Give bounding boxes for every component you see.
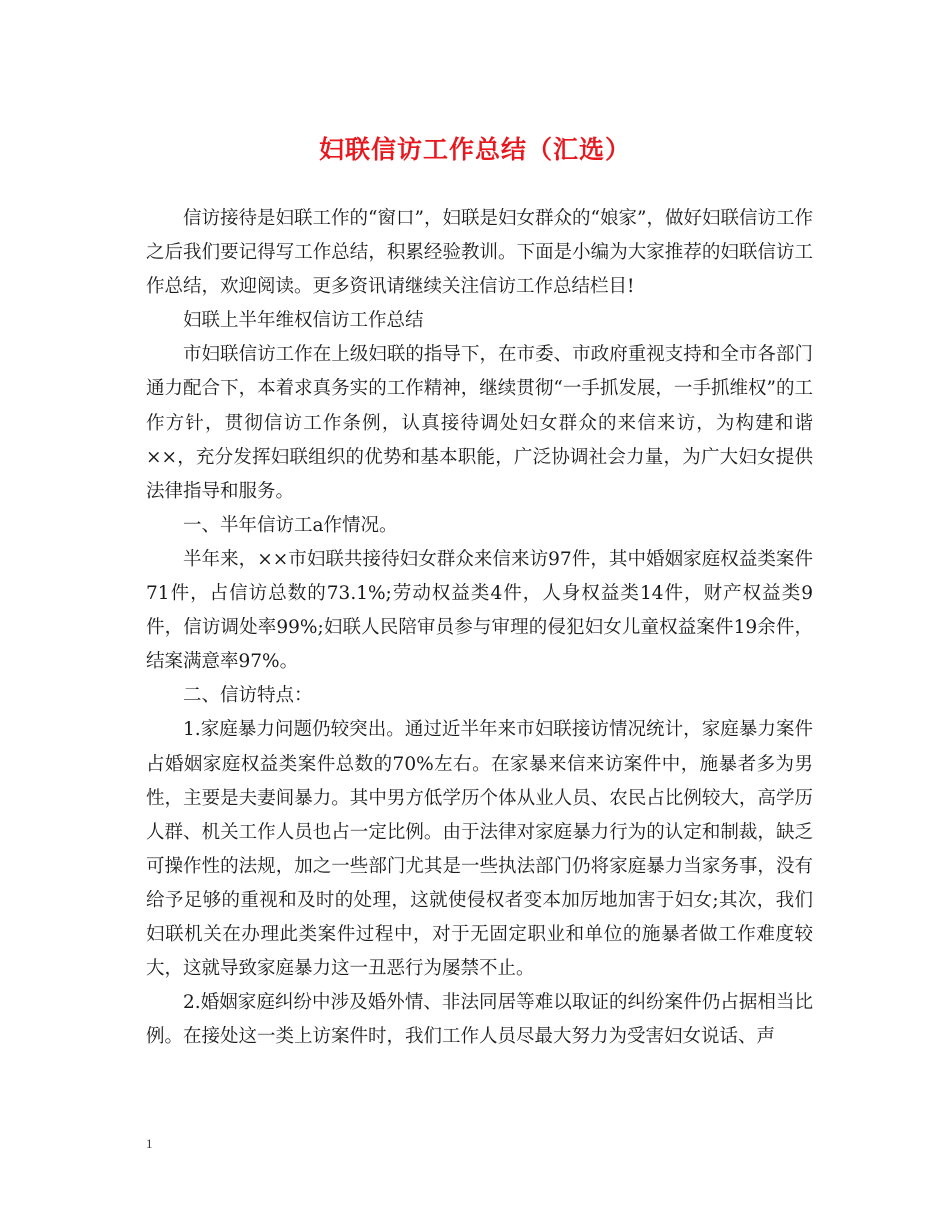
paragraph-section-1-heading: 一、半年信访工a作情况。: [183, 514, 398, 536]
document-body: [146, 202, 813, 1054]
paragraph-subtitle: 妇联上半年维权信访工作总结: [183, 310, 424, 332]
page-number: 1: [146, 1136, 153, 1151]
paragraph-section-2-heading: 二、信访特点：: [183, 685, 313, 707]
paragraph-intro: 信访接待是妇联工作的“窗口”，妇联是妇女群众的“娘家”，做好妇联信访工作之后我们要记得写工作总结，积累经验教训。下面是小编为大家推荐的妇联信访工作总结，欢迎阅读。更多资讯请继续关注信访工作总结栏目!: [146, 208, 813, 298]
paragraph-overview: 市妇联信访工作在上级妇联的指导下，在市委、市政府重视支持和全市各部门通力配合下，本着求真务实的工作精神，继续贯彻“一手抓发展，一手抓维权”的工作方针，贯彻信访工作条例，认真接待调处妇女群众的来信来访，为构建和谐××，充分发挥妇联组织的优势和基本职能，广泛协调社会力量，为广大妇女提供法律指导和服务。: [146, 344, 813, 502]
paragraph-point-1: 1.家庭暴力问题仍较突出。通过近半年来市妇联接访情况统计，家庭暴力案件占婚姻家庭权益类案件总数的70%左右。在家暴来信来访案件中，施暴者多为男性，主要是夫妻间暴力。其中男方低学历个体从业人员、农民占比例较大，高学历人群、机关工作人员也占一定比例。由于法律对家庭暴力行为的认定和制裁，缺乏可操作性的法规，加之一些部门尤其是一些执法部门仍将家庭暴力当家务事，没有给予足够的重视和及时的处理，这就使侵权者变本加厉地加害于妇女;其次，我们妇联机关在办理此类案件过程中，对于无固定职业和单位的施暴者做工作难度较大，这就导致家庭暴力这一丑恶行为屡禁不止。: [146, 719, 813, 980]
paragraph-point-2: 2.婚姻家庭纠纷中涉及婚外情、非法同居等难以取证的纠纷案件仍占据相当比例。在接处这一类上访案件时，我们工作人员尽最大努力为受害妇女说话、声: [146, 992, 813, 1048]
paragraph-section-1-body: 半年来，××市妇联共接待妇女群众来信来访97件，其中婚姻家庭权益类案件71件，占信访总数的73.1%;劳动权益类4件，人身权益类14件，财产权益类9件，信访调处率99%;妇联人民陪审员参与审理的侵犯妇女儿童权益案件19余件，结案满意率97%。: [146, 548, 813, 673]
document-title: 妇联信访工作总结（汇选）: [318, 135, 631, 164]
